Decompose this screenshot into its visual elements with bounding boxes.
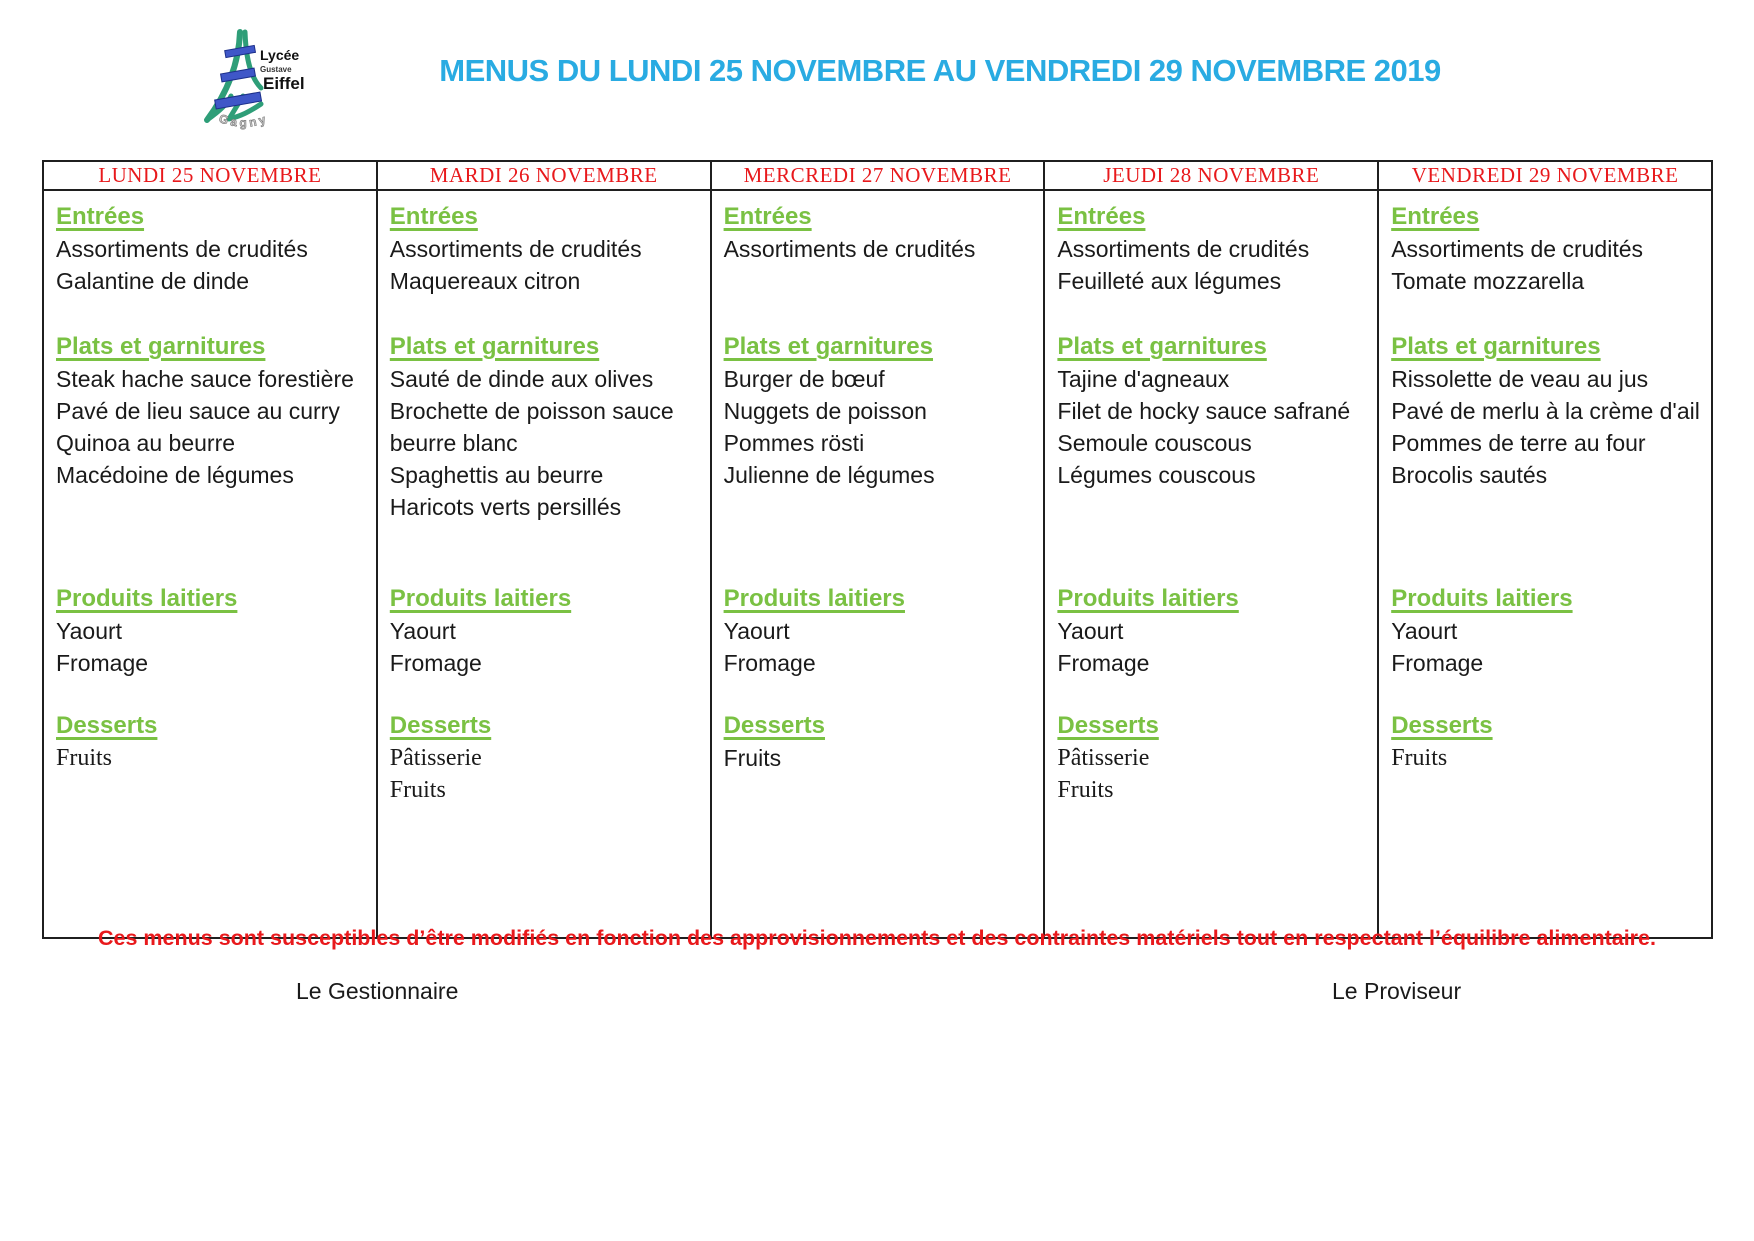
menu-item: Macédoine de légumes (56, 462, 294, 488)
section-laitiers (390, 583, 704, 710)
section-heading-entrees (390, 201, 704, 232)
section-entrees (1057, 201, 1371, 331)
section-heading-laitiers (1391, 583, 1705, 614)
day-column-friday (1378, 190, 1712, 938)
menu-item: Pavé de merlu à la crème d'ail (1391, 398, 1700, 424)
section-laitiers (1391, 583, 1705, 710)
menu-item: Tomate mozzarella (1391, 268, 1585, 294)
section-entrees (724, 201, 1038, 331)
menu-item: Légumes couscous (1057, 462, 1256, 488)
section-plats (56, 331, 370, 583)
menu-item: Fromage (389, 650, 482, 676)
menu-item: Fruits (389, 777, 446, 803)
section-heading-desserts (724, 710, 1038, 741)
section-heading-label: Entrées (723, 203, 812, 230)
menu-item: Assortiments de crudités (389, 236, 642, 262)
section-heading-laitiers (1057, 583, 1371, 614)
menu-item: Assortiments de crudités (1057, 236, 1310, 262)
menu-item: Yaourt (1057, 618, 1124, 644)
menu-item: Semoule couscous (1057, 430, 1252, 456)
section-desserts (1057, 710, 1371, 806)
disclaimer-note: Ces menus sont susceptibles d’être modifiés en fonction des approvisionnements et des contraintes matériels tout en respectant l’équilibre alimentaire. (98, 926, 1656, 950)
menu-item: Nuggets de poisson (723, 398, 927, 424)
section-heading-label: Desserts (1057, 712, 1159, 739)
day-column-thursday (1044, 190, 1378, 938)
section-plats (724, 331, 1038, 583)
section-heading-label: Plats et garnitures (389, 333, 600, 360)
logo-text-gustave: Gustave (260, 65, 292, 74)
section-heading-label: Produits laitiers (1391, 585, 1573, 612)
day-column-wednesday (711, 190, 1045, 938)
menu-item: Haricots verts persillés (389, 494, 622, 520)
section-heading-plats (1057, 331, 1371, 362)
menu-item: Feuilleté aux légumes (1057, 268, 1282, 294)
section-heading-desserts (56, 710, 370, 741)
menu-item: Assortiments de crudités (56, 236, 308, 262)
section-heading-label: Produits laitiers (389, 585, 572, 612)
menu-item: Galantine de dinde (56, 268, 250, 294)
section-heading-label: Desserts (389, 712, 492, 739)
day-header-thursday: JEUDI 28 NOVEMBRE (1044, 161, 1378, 190)
section-heading-laitiers (56, 583, 370, 614)
menu-item: Fromage (1057, 650, 1150, 676)
section-heading-label: Plats et garnitures (723, 333, 933, 360)
section-desserts (1391, 710, 1705, 774)
section-entrees (1391, 201, 1705, 331)
section-heading-label: Desserts (723, 712, 825, 739)
section-desserts (390, 710, 704, 806)
section-plats (1391, 331, 1705, 583)
menu-item: Yaourt (723, 618, 790, 644)
section-heading-plats (724, 331, 1038, 362)
section-desserts (56, 710, 370, 774)
menu-item: Burger de bœuf (723, 366, 885, 392)
menu-item: Pavé de lieu sauce au curry (56, 398, 340, 424)
section-heading-label: Desserts (56, 712, 158, 739)
menu-item: Pâtisserie (389, 745, 482, 771)
section-heading-label: Entrées (389, 203, 478, 230)
menu-item: Brochette de poisson sauce beurre blanc (389, 398, 674, 456)
day-column-tuesday (377, 190, 711, 938)
section-heading-entrees (1391, 201, 1705, 232)
section-heading-entrees (56, 201, 370, 232)
section-heading-label: Desserts (1391, 712, 1493, 739)
logo-text-city: Gagny (217, 111, 271, 130)
menu-item: Fruits (1391, 745, 1448, 771)
school-logo (183, 26, 317, 136)
day-column-monday (43, 190, 377, 938)
menu-item: Pommes rösti (723, 430, 865, 456)
section-heading-plats (390, 331, 704, 362)
section-heading-entrees (1057, 201, 1371, 232)
section-heading-label: Entrées (56, 203, 145, 230)
day-header-tuesday: MARDI 26 NOVEMBRE (377, 161, 711, 190)
section-heading-laitiers (390, 583, 704, 614)
section-heading-plats (1391, 331, 1705, 362)
menu-item: Fruits (723, 745, 782, 771)
menu-item: Fromage (1391, 650, 1484, 676)
day-header-row (43, 161, 1712, 190)
menu-item: Assortiments de crudités (1391, 236, 1644, 262)
section-heading-label: Plats et garnitures (56, 333, 266, 360)
eiffel-tower-icon (207, 32, 305, 130)
section-heading-label: Produits laitiers (56, 585, 238, 612)
menu-item: Pommes de terre au four (1391, 430, 1646, 456)
menu-item: Yaourt (1391, 618, 1458, 644)
menu-item: Filet de hocky sauce safrané (1057, 398, 1351, 424)
section-heading-label: Plats et garnitures (1057, 333, 1267, 360)
menu-item: Fromage (723, 650, 816, 676)
signature-proviseur: Le Proviseur (1332, 978, 1462, 1004)
day-header-monday: LUNDI 25 NOVEMBRE (43, 161, 377, 190)
logo-text-eiffel: Eiffel (263, 74, 305, 93)
section-laitiers (724, 583, 1038, 710)
section-heading-label: Entrées (1057, 203, 1146, 230)
day-header-wednesday: MERCREDI 27 NOVEMBRE (711, 161, 1045, 190)
section-entrees (390, 201, 704, 331)
section-laitiers (56, 583, 370, 710)
section-heading-entrees (724, 201, 1038, 232)
weekly-menu-table (42, 160, 1713, 939)
section-plats (390, 331, 704, 583)
section-heading-label: Produits laitiers (1057, 585, 1239, 612)
menu-item: Sauté de dinde aux olives (389, 366, 654, 392)
menu-item: Maquereaux citron (389, 268, 581, 294)
day-header-friday: VENDREDI 29 NOVEMBRE (1378, 161, 1712, 190)
section-heading-desserts (1057, 710, 1371, 741)
section-laitiers (1057, 583, 1371, 710)
menu-item: Quinoa au beurre (56, 430, 236, 456)
page-title: MENUS DU LUNDI 25 NOVEMBRE AU VENDREDI 29 NOVEMBRE 2019 (439, 53, 1441, 88)
section-desserts (724, 710, 1038, 774)
menu-item: Julienne de légumes (723, 462, 935, 488)
menu-item: Tajine d'agneaux (1057, 366, 1230, 392)
menu-item: Spaghettis au beurre (389, 462, 604, 488)
menu-item: Pâtisserie (1057, 745, 1150, 771)
menu-item: Fruits (1057, 777, 1114, 803)
section-heading-laitiers (724, 583, 1038, 614)
section-heading-desserts (390, 710, 704, 741)
logo-text-lycee: Lycée (260, 47, 300, 63)
menu-item: Steak hache sauce forestière (56, 366, 354, 392)
section-heading-plats (56, 331, 370, 362)
menu-item: Assortiments de crudités (723, 236, 976, 262)
section-heading-label: Entrées (1391, 203, 1480, 230)
menu-item: Rissolette de veau au jus (1391, 366, 1649, 392)
section-heading-label: Plats et garnitures (1391, 333, 1601, 360)
menu-item: Yaourt (389, 618, 456, 644)
menu-item: Brocolis sautés (1391, 462, 1548, 488)
menu-item: Fromage (56, 650, 149, 676)
section-heading-desserts (1391, 710, 1705, 741)
section-entrees (56, 201, 370, 331)
section-plats (1057, 331, 1371, 583)
menu-body-row (43, 190, 1712, 938)
menu-item: Yaourt (56, 618, 123, 644)
menu-item: Fruits (56, 745, 113, 771)
signature-gestionnaire: Le Gestionnaire (296, 978, 459, 1004)
section-heading-label: Produits laitiers (723, 585, 905, 612)
